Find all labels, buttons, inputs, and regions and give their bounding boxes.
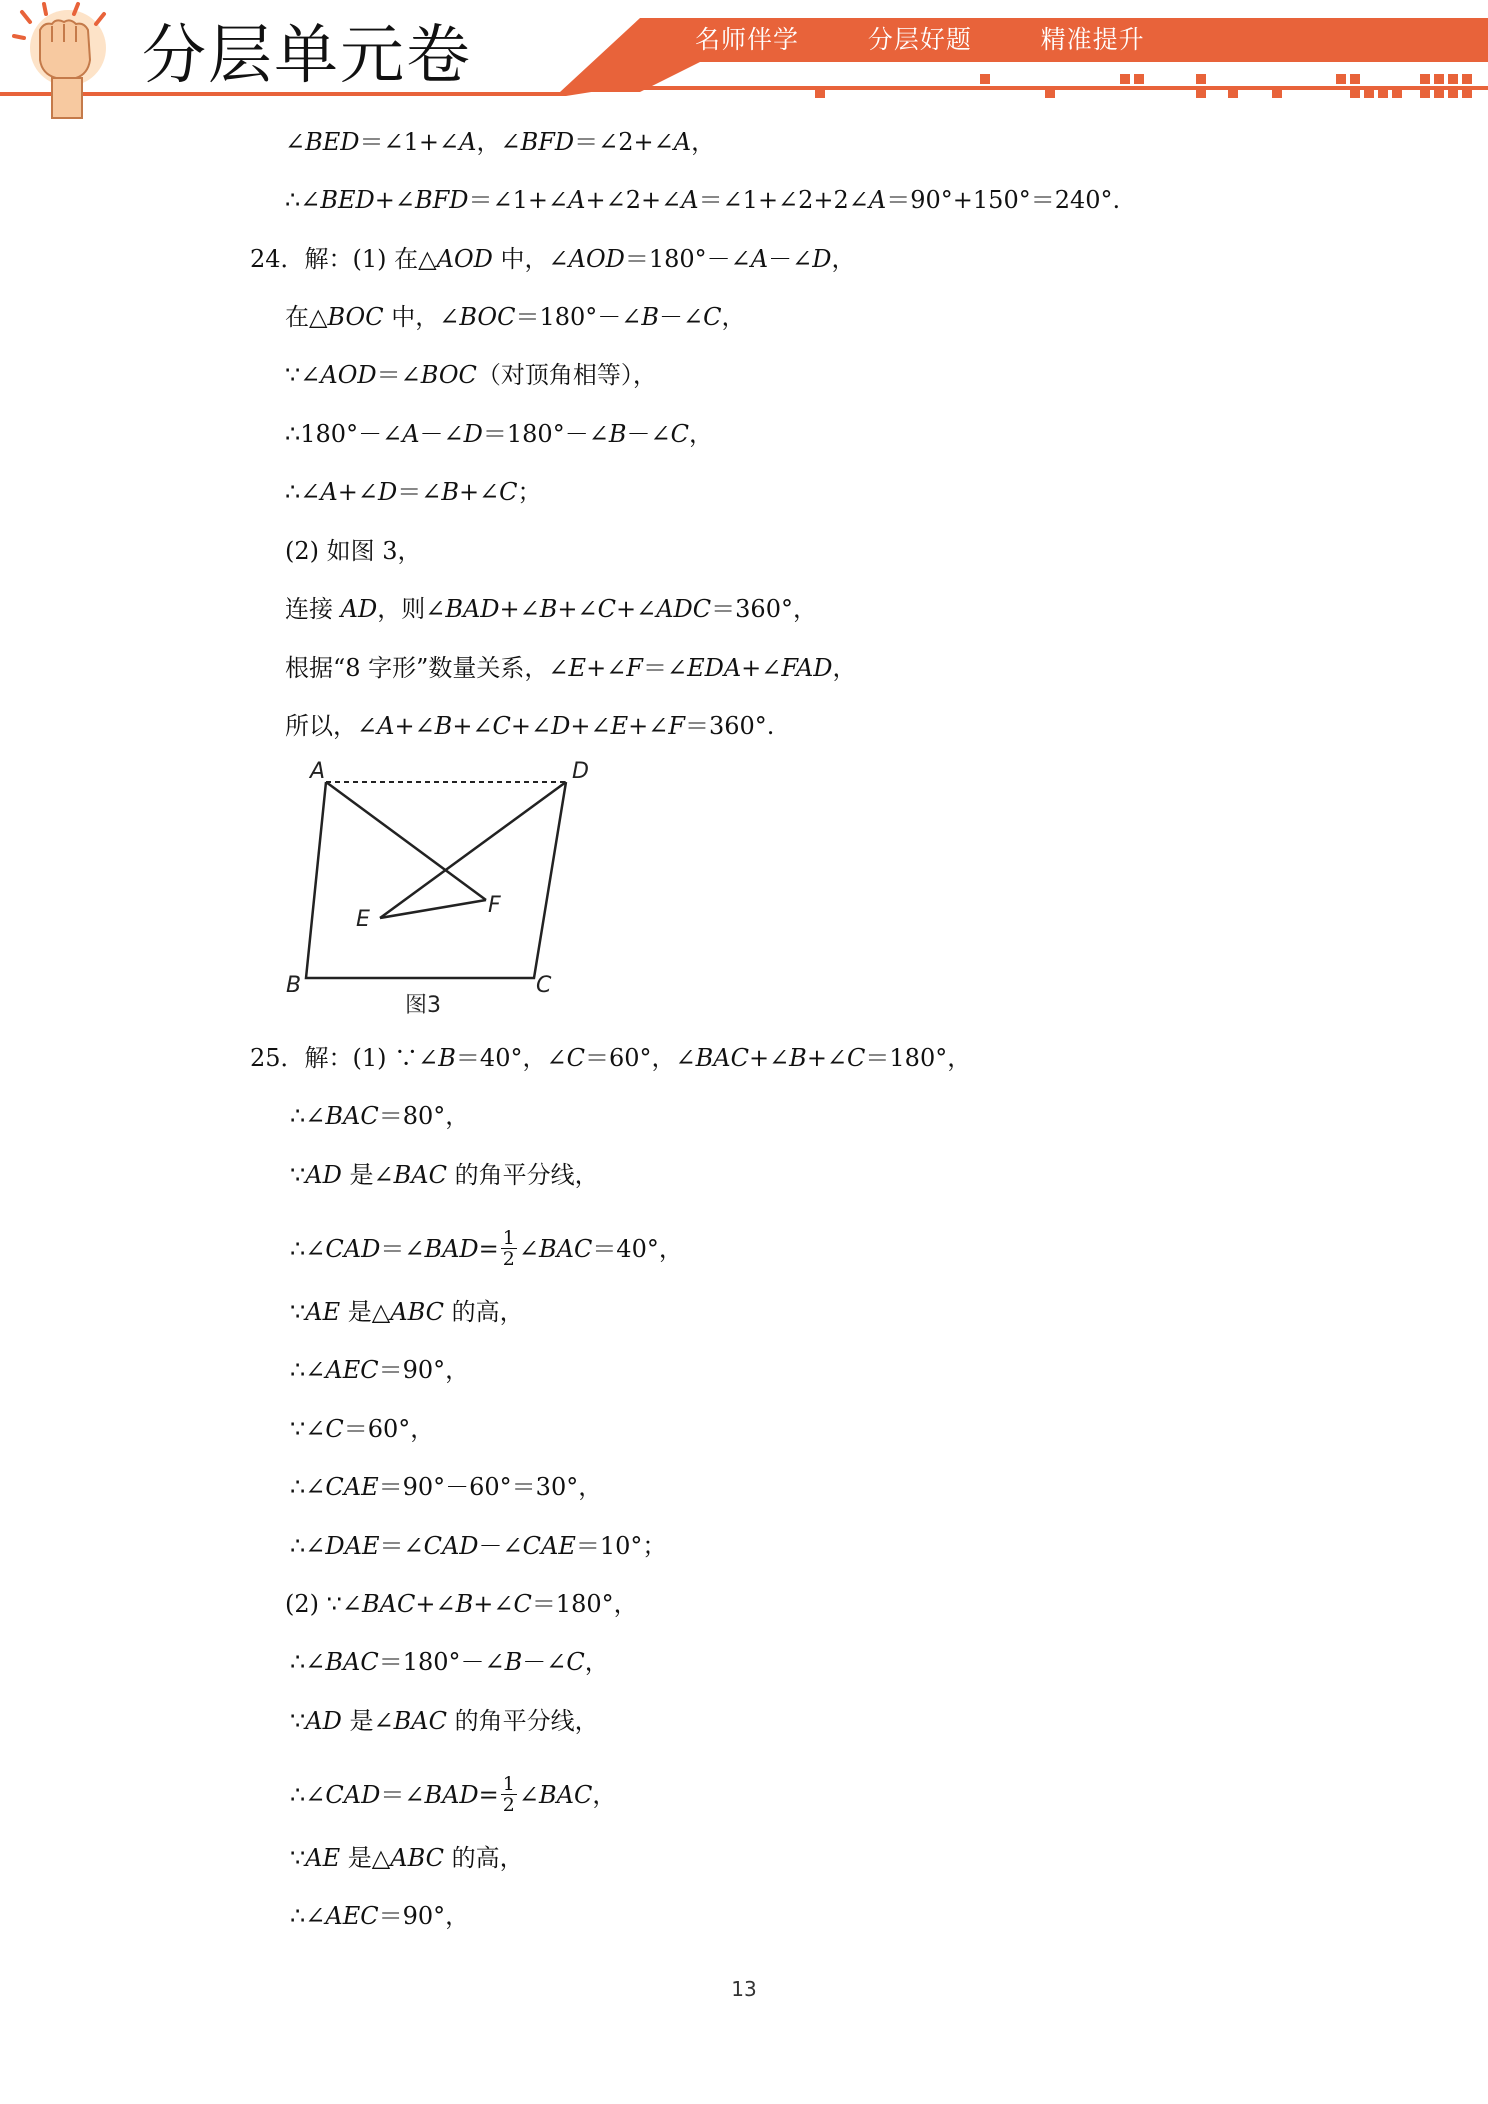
label-a: A bbox=[310, 760, 326, 784]
solution-line: ∵AD 是∠BAC 的角平分线， bbox=[290, 1707, 599, 1735]
figure-3 bbox=[280, 760, 600, 1020]
solution-line: (2) ∵∠BAC+∠B+∠C＝180°， bbox=[285, 1590, 638, 1618]
solution-line: ∴∠AEC＝90°， bbox=[290, 1902, 470, 1930]
solution-line: ∴∠BAC＝180°－∠B－∠C， bbox=[290, 1648, 609, 1676]
solution-line: ∴∠CAE＝90°－60°＝30°， bbox=[290, 1473, 603, 1501]
label-e: E bbox=[356, 907, 370, 932]
solution-line: ∵∠AOD＝∠BOC（对顶角相等）， bbox=[285, 361, 657, 389]
solution-line: ∴∠BED+∠BFD＝∠1+∠A+∠2+∠A＝∠1+∠2+2∠A＝90°+150°＝240°. bbox=[285, 186, 1121, 214]
page-number: 13 bbox=[731, 1977, 757, 2001]
solution-line: ∠BED＝∠1+∠A，∠BFD＝∠2+∠A， bbox=[285, 128, 716, 156]
segment-af bbox=[326, 782, 486, 900]
solution-line: ∴∠DAE＝∠CAD－∠CAE＝10°； bbox=[290, 1532, 667, 1560]
label-f: F bbox=[488, 893, 501, 918]
solution-line: ∵∠C＝60°， bbox=[290, 1415, 435, 1443]
problem-25-heading: 25．解：(1) ∵∠B＝40°，∠C＝60°，∠BAC+∠B+∠C＝180°， bbox=[250, 1044, 972, 1072]
brand-title: 分层单元卷 bbox=[142, 19, 472, 93]
solution-line: ∴∠AEC＝90°， bbox=[290, 1356, 470, 1384]
header-slogan: 名师伴学 分层好题 精准提升 bbox=[695, 25, 1145, 54]
solution-line: 在△BOC 中，∠BOC＝180°－∠B－∠C， bbox=[285, 303, 746, 331]
figure-caption: 图3 bbox=[405, 993, 441, 1018]
solution-line: ∴∠CAD＝∠BAD= $\frac{1}{2}$ ∠BAC＝40°， bbox=[290, 1227, 683, 1270]
solution-line: ∴180°－∠A－∠D＝180°－∠B－∠C， bbox=[285, 420, 713, 448]
solution-line: ∴∠A+∠D＝∠B+∠C； bbox=[285, 478, 542, 506]
label-c: C bbox=[536, 973, 552, 998]
solution-line: ∵AE 是△ABC 的高， bbox=[290, 1844, 524, 1872]
label-d: D bbox=[572, 760, 589, 784]
solution-line: ∵AE 是△ABC 的高， bbox=[290, 1298, 524, 1326]
solution-line: ∴∠CAD＝∠BAD= $\frac{1}{2}$ ∠BAC， bbox=[290, 1773, 617, 1816]
segment-de bbox=[380, 782, 566, 918]
solution-line: (2) 如图 3， bbox=[285, 537, 422, 565]
segment-ef bbox=[380, 900, 486, 918]
solution-line: ∵AD 是∠BAC 的角平分线， bbox=[290, 1161, 599, 1189]
page-header bbox=[0, 0, 1488, 120]
solution-line: ∴∠BAC＝80°， bbox=[290, 1102, 470, 1130]
fist-icon bbox=[14, 4, 106, 118]
solution-line: 根据“8 字形”数量关系，∠E+∠F＝∠EDA+∠FAD， bbox=[285, 654, 857, 682]
label-b: B bbox=[286, 973, 302, 998]
solution-line: 连接 AD，则∠BAD+∠B+∠C+∠ADC＝360°， bbox=[285, 595, 817, 623]
solution-line: 所以，∠A+∠B+∠C+∠D+∠E+∠F＝360°. bbox=[285, 712, 775, 740]
problem-24-heading: 24．解：(1) 在△AOD 中，∠AOD＝180°－∠A－∠D， bbox=[250, 245, 856, 273]
